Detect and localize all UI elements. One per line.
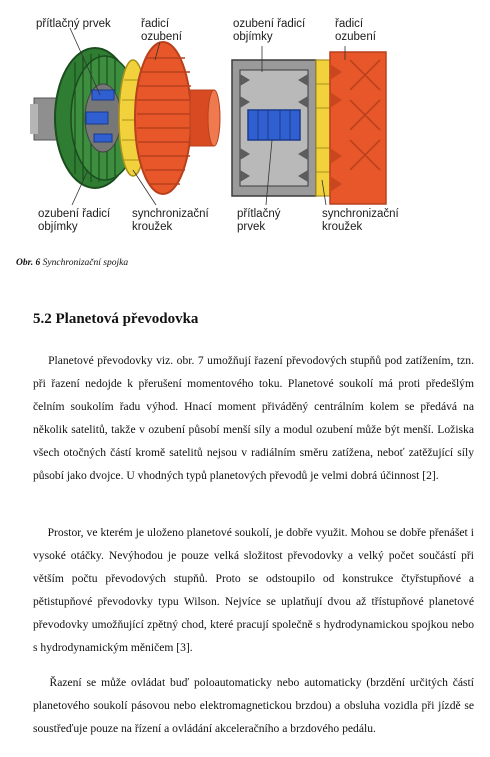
figure-caption xyxy=(16,258,128,268)
label-ozubeni-radici-objimky-right: ozubení řadicí objímky xyxy=(233,18,306,43)
figure-synchronizer xyxy=(0,0,490,240)
paragraph-2: Prostor, ve kterém je uloženo planetové soukolí, je dobře využit. Mohou se dobře přenášet i vysoké otáčky. Nevýhodou je pouze velká složitost převodovky a velký počet součástí při větším počtu převodových stupňů. Proto se odstoupilo od konstrukce čtyřstupňové a pětistupňové převodovky typu Wilson. Nejvíce se uplatňují dvou až třístupňové planetové převodovky umožňující zpětný chod, které pracují společně s hydrodynamickou spojkou nebo s hydrodynamickým měničem [3]. xyxy=(33,526,474,654)
label-synchronizacni-krouzek-right: synchronizační kroužek xyxy=(322,208,399,233)
paragraph-3: Řazení se může ovládat buď poloautomaticky nebo automaticky (brzdění určitých částí planetového soukolí pásovou nebo elektromagnetickou brzdou) a obsluha vozidla při jízdě se soustřeďuje pouze na řízení a ovládání akceleračního a brzdového pedálu. xyxy=(33,676,474,735)
label-radici-ozubeni-left: řadicí ozubení xyxy=(141,18,182,43)
paragraph-1: Planetové převodovky viz. obr. 7 umožňují řazení převodových stupňů pod zatížením, tzn. při řazení nedojde k přerušení momentového toku. Planetové soukolí má proti předešlým čelním soukolím řadu výhod. Hnací moment přiváděný centrálním kolem se předává na několik satelitů, takže v ozubení působí menší síly a modul ozubení může být menší. Ložiska všech otočných částí kromě satelitů nejsou v radiálním směru zatížena, neboť zatěžující síly působí jako dvojce. U vhodných typů planetových převodů je velmi dobrá účinnost [2]. xyxy=(33,354,474,482)
synchronizer-3d-view xyxy=(30,28,220,205)
synchronizer-section-view xyxy=(232,46,386,205)
caption-text: Synchronizační spojka xyxy=(40,258,129,268)
label-pritlacny-prvek-right: přítlačný prvek xyxy=(237,208,281,233)
section-heading: 5.2 Planetová převodovka xyxy=(33,311,199,327)
label-pritlacny-prvek-left: přítlačný prvek xyxy=(36,18,111,30)
caption-number: Obr. 6 xyxy=(16,258,41,268)
label-radici-ozubeni-right: řadicí ozubení xyxy=(335,18,376,43)
label-ozubeni-radici-objimky-left: ozubení řadicí objímky xyxy=(38,208,111,233)
label-synchronizacni-krouzek-left: synchronizační kroužek xyxy=(132,208,209,233)
